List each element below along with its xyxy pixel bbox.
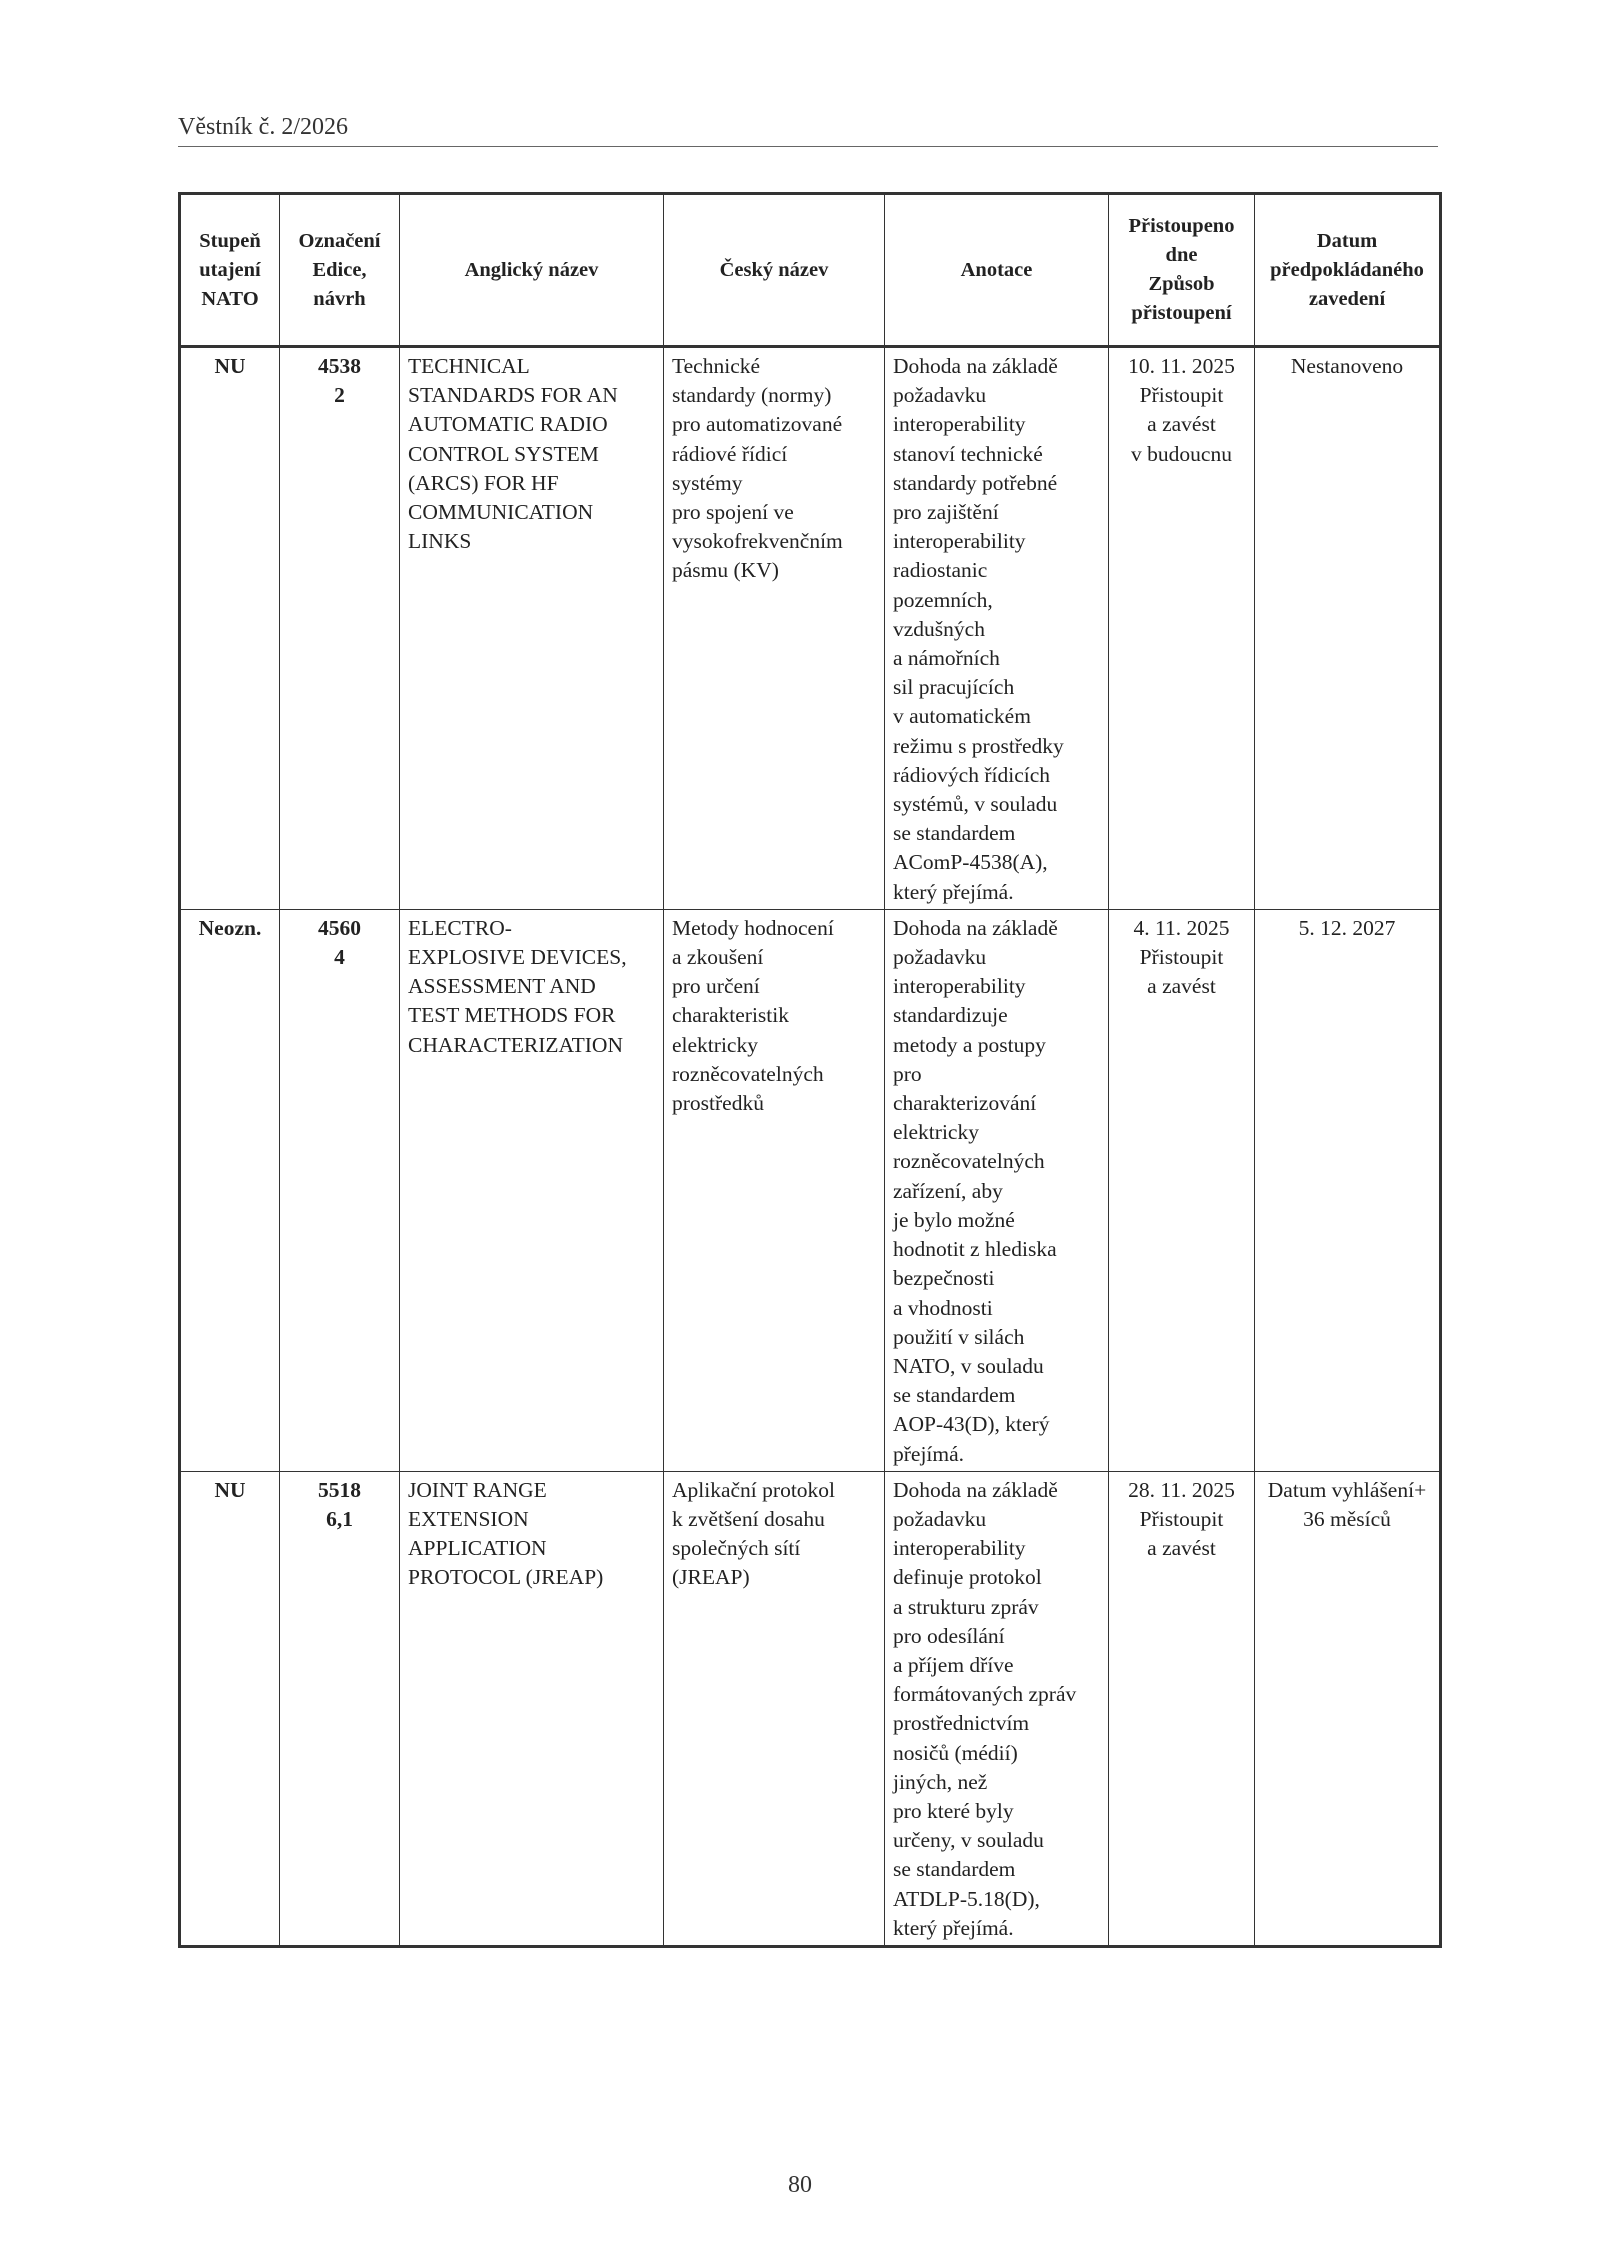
- cell-implementation: Datum vyhlášení+ 36 měsíců: [1255, 1471, 1441, 1946]
- cell-implementation: Nestanoveno: [1255, 347, 1441, 910]
- cell-english-title: TECHNICAL STANDARDS FOR AN AUTOMATIC RADIO CONTROL SYSTEM (ARCS) FOR HF COMMUNICATION LINKS: [400, 347, 664, 910]
- cell-designation: 4538 2: [280, 347, 400, 910]
- header-rule: [178, 146, 1438, 147]
- col-header-english-title: Anglický název: [400, 194, 664, 347]
- table-row: [180, 1471, 1441, 1946]
- cell-annotation: Dohoda na základě požadavku interoperability stanoví technické standardy potřebné pro zajištění interoperability radiostanic pozemních, vzdušných a námořních sil pracujících v automatickém režimu s prostředky rádiových řídicích systémů, v souladu se standardem AComP-4538(A), který přejímá.: [885, 347, 1109, 910]
- col-header-level: Stupeň utajení NATO: [180, 194, 280, 347]
- journal-header: Věstník č. 2/2026: [178, 114, 348, 140]
- cell-annotation: Dohoda na základě požadavku interoperability standardizuje metody a postupy pro charakterizování elektricky rozněcovatelných zařízení, aby je bylo možné hodnotit z hlediska bezpečnosti a vhodnosti použití v silách NATO, v souladu se standardem AOP-43(D), který přejímá.: [885, 909, 1109, 1471]
- cell-annotation: Dohoda na základě požadavku interoperability definuje protokol a strukturu zpráv pro odesílání a příjem dříve formátovaných zpráv prostřednictvím nosičů (médií) jiných, než pro které byly určeny, v souladu se standardem ATDLP-5.18(D), který přejímá.: [885, 1471, 1109, 1946]
- standards-table: [178, 192, 1442, 1948]
- col-header-accession: Přistoupeno dne Způsob přistoupení: [1109, 194, 1255, 347]
- page-number: 80: [788, 2172, 812, 2198]
- cell-czech-title: Aplikační protokol k zvětšení dosahu společných sítí (JREAP): [664, 1471, 885, 1946]
- cell-czech-title: Metody hodnocení a zkoušení pro určení charakteristik elektricky rozněcovatelných prostředků: [664, 909, 885, 1471]
- cell-czech-title: Technické standardy (normy) pro automatizované rádiové řídicí systémy pro spojení ve vysokofrekvenčním pásmu (KV): [664, 347, 885, 910]
- table-row: [180, 347, 1441, 910]
- cell-implementation: 5. 12. 2027: [1255, 909, 1441, 1471]
- table-header-row: [180, 194, 1441, 347]
- col-header-czech-title: Český název: [664, 194, 885, 347]
- cell-english-title: ELECTRO- EXPLOSIVE DEVICES, ASSESSMENT AND TEST METHODS FOR CHARACTERIZATION: [400, 909, 664, 1471]
- cell-designation: 5518 6,1: [280, 1471, 400, 1946]
- cell-level: Neozn.: [180, 909, 280, 1471]
- col-header-designation: Označení Edice, návrh: [280, 194, 400, 347]
- cell-level: NU: [180, 1471, 280, 1946]
- table-row: [180, 909, 1441, 1471]
- cell-accession: 4. 11. 2025 Přistoupit a zavést: [1109, 909, 1255, 1471]
- col-header-annotation: Anotace: [885, 194, 1109, 347]
- cell-designation: 4560 4: [280, 909, 400, 1471]
- cell-level: NU: [180, 347, 280, 910]
- col-header-implementation: Datum předpokládaného zavedení: [1255, 194, 1441, 347]
- cell-accession: 10. 11. 2025 Přistoupit a zavést v budoucnu: [1109, 347, 1255, 910]
- cell-english-title: JOINT RANGE EXTENSION APPLICATION PROTOCOL (JREAP): [400, 1471, 664, 1946]
- cell-accession: 28. 11. 2025 Přistoupit a zavést: [1109, 1471, 1255, 1946]
